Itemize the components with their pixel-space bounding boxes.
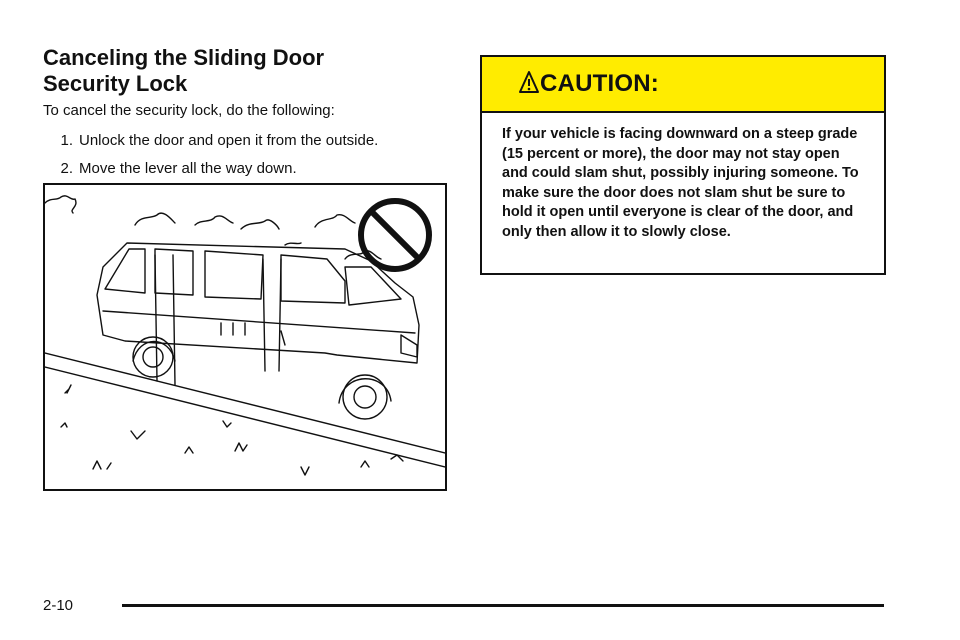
van-on-slope-illustration bbox=[45, 185, 445, 489]
footer-rule bbox=[122, 604, 884, 607]
intro-text: To cancel the security lock, do the following: bbox=[43, 102, 335, 119]
van-on-slope-figure bbox=[43, 183, 447, 491]
section-heading bbox=[43, 45, 324, 97]
section-heading-line2: Security Lock bbox=[43, 71, 188, 96]
section-heading-line1: Canceling the Sliding Door bbox=[43, 45, 325, 70]
step-text: Move the lever all the way down. bbox=[79, 160, 297, 177]
step-item bbox=[43, 158, 378, 180]
caution-header bbox=[482, 57, 884, 113]
page-number: 2-10 bbox=[43, 597, 74, 614]
caution-box bbox=[480, 55, 886, 275]
step-text: Unlock the door and open it from the outside. bbox=[79, 132, 379, 149]
caution-title: CAUTION: bbox=[540, 70, 659, 97]
warning-icon bbox=[518, 70, 540, 96]
step-item bbox=[43, 130, 378, 152]
prohibited-icon bbox=[361, 201, 429, 269]
step-number: 1. bbox=[60, 132, 73, 149]
step-number: 2. bbox=[60, 160, 73, 177]
steps-list bbox=[43, 130, 378, 186]
caution-body: If your vehicle is facing downward on a steep grade (15 percent or more), the door may not stay open and could slam shut, possibly injuring someone. To make sure the door does not slam shut be sure to hold it open until everyone is clear of the door, and only then allow it to slowly close. bbox=[502, 126, 859, 240]
